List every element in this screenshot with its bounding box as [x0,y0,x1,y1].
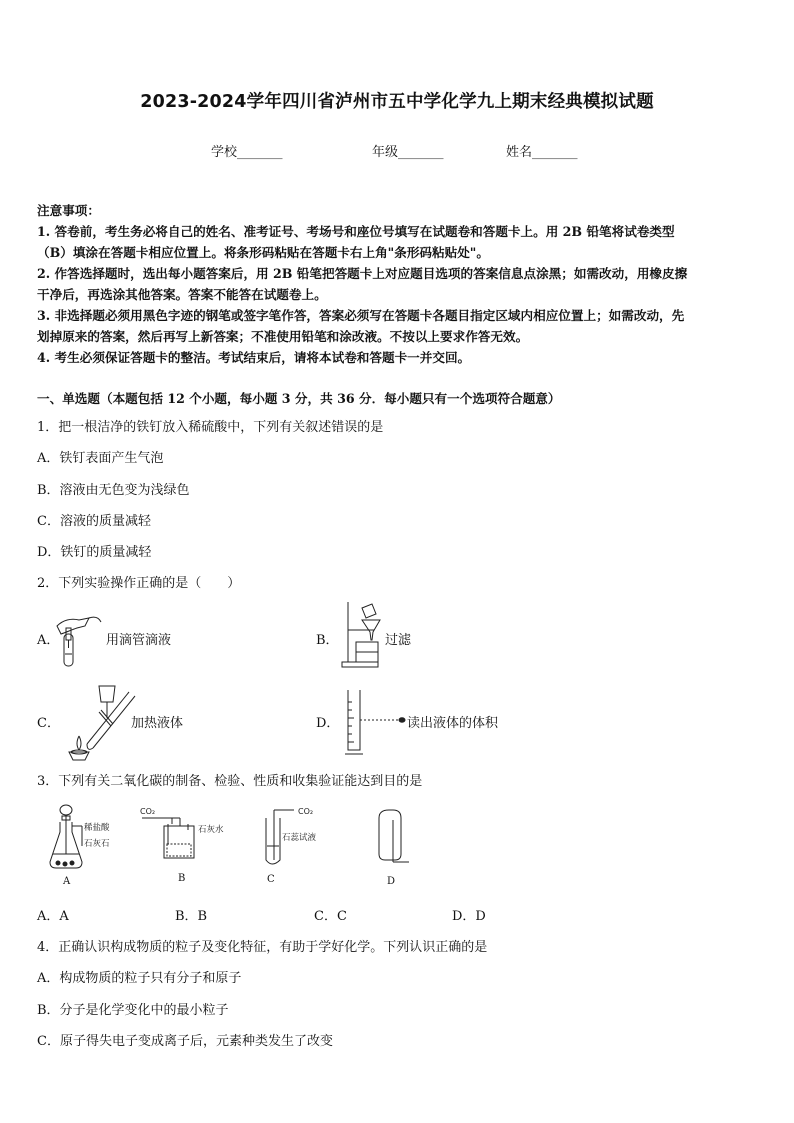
co2-apparatus-d [375,806,415,866]
q1-option-b: B．溶液由无色变为浅绿色 [37,483,190,498]
q4-option-b: B．分子是化学变化中的最小粒子 [37,1003,229,1018]
notes-heading: 注意事项： [37,203,100,218]
q3-stem: 3．下列有关二氧化碳的制备、检验、性质和收集验证能达到目的是 [37,774,423,789]
q2-option-d-text: 读出液体的体积 [407,716,499,731]
label-hcl: 稀盐酸 [84,823,110,833]
q2-option-b-text: 过滤 [385,633,412,648]
notes-line: 干净后，再选涂其他答案。答案不能答在试题卷上。 [37,287,327,302]
co2-apparatus-c [258,804,348,870]
heating-figure [57,682,133,762]
q3-option-b: B．B [175,909,208,924]
q2-option-d-letter: D． [316,716,340,731]
page-title: 2023-2024学年四川省泸州市五中学化学九上期末经典模拟试题 [140,92,654,112]
label-stone: 石灰石 [84,839,110,849]
notes-line: 2. 作答选择题时，选出每小题答案后，用 2B 铅笔把答题卡上对应题目选项的答案信息点涂黑；如需改动，用橡皮擦 [37,266,688,281]
notes-line: 4. 考生必须保证答题卡的整洁。考试结束后，请将本试卷和答题卡一并交回。 [37,350,471,365]
q4-option-a: A．构成物质的粒子只有分子和原子 [37,971,242,986]
q4-option-c: C．原子得失电子变成离子后，元素种类发生了改变 [37,1034,333,1049]
fig-caption-c: C [267,874,275,885]
q2-option-c-text: 加热液体 [131,716,184,731]
notes-line: 划掉原来的答案，然后再写上新答案；不准使用铅笔和涂改液。不按以上要求作答无效。 [37,329,529,344]
q3-option-a: A．A [37,909,69,924]
q4-stem: 4．正确认识构成物质的粒子及变化特征，有助于学好化学。下列认识正确的是 [37,940,488,955]
label-limewater: 石灰水 [198,825,224,835]
q2-stem: 2．下列实验操作正确的是（ ） [37,576,241,591]
label-litmus: 石蕊试液 [282,833,317,843]
school-field: 学校_______ [211,145,283,160]
dropper-figure [55,604,105,670]
graduated-cylinder-figure [342,688,406,758]
q1-stem: 1．把一根洁净的铁钉放入稀硫酸中，下列有关叙述错误的是 [37,420,384,435]
label-co2-c: CO₂ [298,807,314,816]
grade-field: 年级_______ [372,145,444,160]
filtration-figure [336,600,388,670]
q3-option-d: D．D [452,909,486,924]
notes-block [37,200,687,368]
q1-option-c: C．溶液的质量减轻 [37,514,151,529]
notes-line: 3. 非选择题必须用黑色字迹的钢笔或签字笔作答，答案必须写在答题卡各题目指定区域内相应位置上；如需改动，先 [37,308,685,323]
notes-line: 1. 答卷前，考生务必将自己的姓名、准考证号、考场号和座位号填写在试题卷和答题卡上。用 2B 铅笔将试卷类型 [37,224,675,239]
q2-option-a-letter: A． [37,633,60,648]
notes-line: （B）填涂在答题卡相应位置上。将条形码粘贴在答题卡右上角"条形码粘贴处"。 [37,245,489,260]
section-heading: 一、单选题（本题包括 12 个小题，每小题 3 分，共 36 分．每小题只有一个选项符合题意） [37,391,561,406]
q3-option-c: C．C [314,909,347,924]
fig-caption-b: B [178,873,186,884]
co2-apparatus-a [46,802,126,874]
fig-caption-a: A [63,876,71,887]
q2-option-a-text: 用滴管滴液 [106,633,172,648]
q2-option-c-letter: C． [37,716,60,731]
label-co2-b: CO₂ [140,807,156,816]
q2-option-b-letter: B． [316,633,339,648]
fig-caption-d: D [387,876,396,887]
q1-option-a: A．铁钉表面产生气泡 [37,451,164,466]
name-field: 姓名_______ [506,145,578,160]
co2-apparatus-b [140,804,224,874]
q1-option-d: D．铁钉的质量减轻 [37,545,152,560]
